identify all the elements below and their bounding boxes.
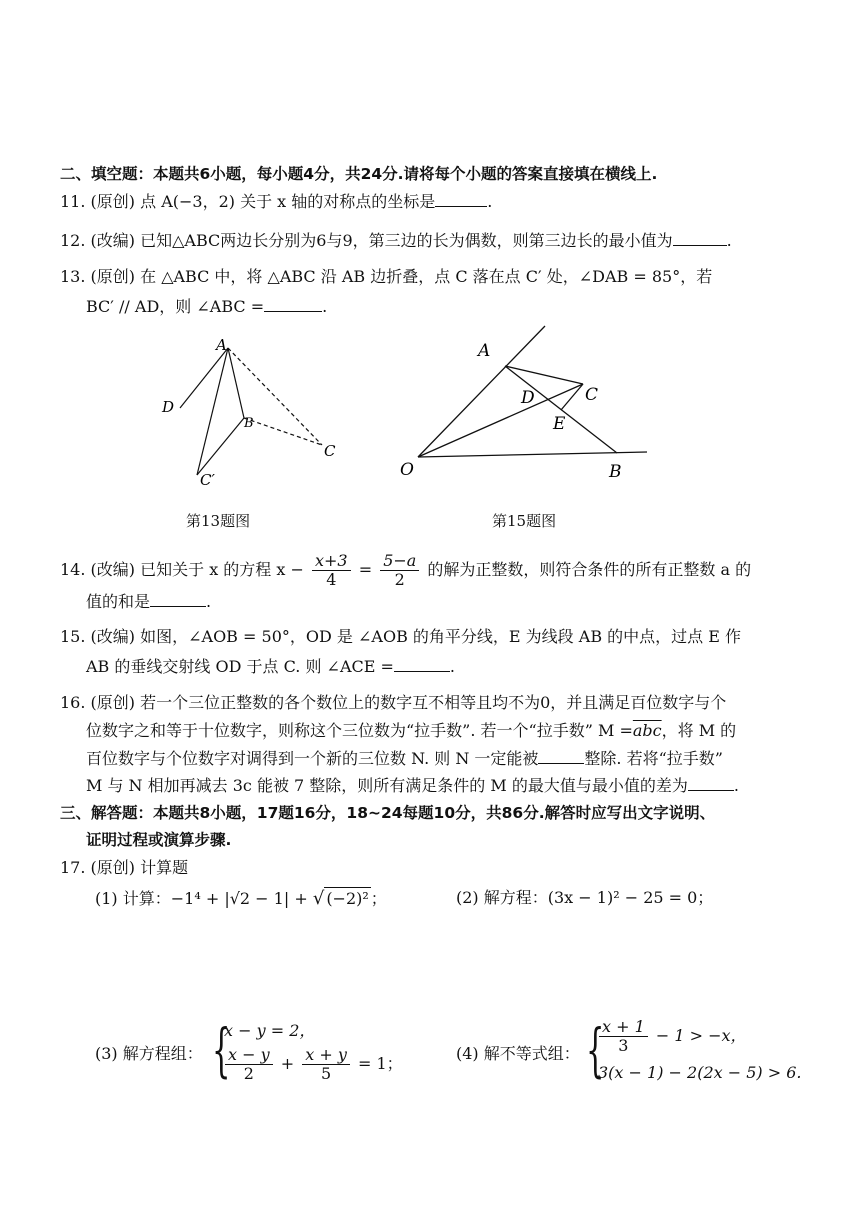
q14-frac2-num: 5−a (380, 552, 419, 571)
q17-p3-brace: { (212, 1016, 231, 1084)
q14-frac1-num: x+3 (312, 552, 351, 571)
q14-post: 的解为正整数，则符合条件的所有正整数 a 的 (427, 560, 752, 579)
q17-p3-frac1 (225, 1046, 273, 1083)
fig15-label-O: O (400, 460, 414, 480)
fig13-label-D: D (162, 398, 175, 416)
q17-p3-frac2 (302, 1046, 350, 1083)
fig15-segment-CE (561, 384, 583, 410)
question-15-line1: 15. (改编) 如图，∠AOB = 50°，OD 是 ∠AOB 的角平分线，E 为线段 AB 的中点，过点 E 作 (60, 627, 742, 646)
fig13-label-Cp: C′ (200, 471, 215, 489)
q17-p4-brace: { (586, 1016, 605, 1084)
q14-line2-text: 值的和是 (86, 592, 151, 611)
question-14-line1 (60, 550, 751, 590)
fig13-label-A: A (216, 336, 227, 354)
q17-p3-plus: + (280, 1054, 295, 1073)
q17-p3-f2-den: 5 (320, 1064, 332, 1083)
question-14-line2 (86, 591, 211, 613)
question-16-line3 (86, 748, 723, 770)
q16-line4-text: M 与 N 相加再减去 3c 能被 7 整除，则所有满足条件的 M 的最大值与最小值的差为 (86, 776, 688, 795)
fig13-dashed-BC (244, 418, 322, 445)
fig15-label-E: E (553, 414, 566, 434)
q12-end: . (726, 231, 732, 250)
q17-p3-f1-num: x − y (225, 1046, 273, 1065)
q16-overline-abc: $\overline{abc}$ (632, 721, 662, 740)
q17-p1-radicand: (−2)² (326, 889, 369, 908)
q13-text: BC′ // AD，则 ∠ABC = (86, 297, 265, 316)
question-12 (60, 230, 732, 252)
q14-fraction-2 (380, 552, 419, 589)
fig13-line-AB (228, 348, 244, 418)
question-15-line2 (86, 656, 455, 678)
sqrt-icon: √ (312, 888, 325, 909)
q17-p4-eq1-end: − 1 > −x， (655, 1026, 747, 1045)
figure-13 (150, 330, 360, 495)
question-17-title: 17. (原创) 计算题 (60, 858, 189, 877)
q17-p4-eq1 (596, 1016, 747, 1056)
q17-p3-f2-num: x + y (302, 1046, 350, 1065)
q17-p4-frac (599, 1018, 648, 1055)
q16-answer-blank-1[interactable] (538, 749, 584, 764)
q16-answer-blank-2[interactable] (688, 776, 734, 791)
section3-heading-line2: 证明过程或演算步骤. (86, 831, 232, 849)
q17-p3-f1-den: 2 (243, 1064, 254, 1083)
fig13-label-C: C (324, 442, 336, 460)
fig15-label-D: D (521, 388, 535, 408)
question-16-line4 (86, 775, 739, 797)
question-16-line2 (86, 720, 736, 742)
q14-answer-blank[interactable] (150, 592, 206, 607)
q17-p4-f-num: x + 1 (599, 1018, 648, 1037)
fig13-dashed-AC (228, 348, 322, 445)
q15-answer-blank[interactable] (394, 657, 450, 672)
question-16-line1: 16. (原创) 若一个三位正整数的各个数位上的数字互不相等且均不为0，并且满足百位数字与个 (60, 693, 727, 712)
q17-p3-eq2 (222, 1044, 403, 1084)
q15-line2-text: AB 的垂线交射线 OD 于点 C. 则 ∠ACE = (86, 657, 394, 676)
q16-line3-post: 整除. 若将“拉手数” (584, 749, 723, 768)
q14-fraction-1 (312, 552, 351, 589)
q17-part2: (2) 解方程：(3x − 1)² − 25 = 0； (456, 888, 714, 907)
q14-frac2-den: 2 (394, 570, 405, 589)
fig15-ray-OB (418, 452, 647, 457)
q14-end: . (206, 592, 212, 611)
section2-heading: 二、填空题：本题共6小题，每小题4分，共24分.请将每个小题的答案直接填在横线上. (60, 165, 658, 183)
q17-part1 (95, 887, 387, 910)
q16-line2-pre: 位数字之和等于十位数字，则称这个三位数为“拉手数”. 若一个“拉手数” M = (86, 721, 633, 740)
fig13-caption: 第13题图 (186, 512, 251, 530)
fig15-label-B: B (609, 462, 622, 482)
fig13-label-B: B (244, 416, 254, 431)
q14-frac1-den: 4 (326, 570, 337, 589)
q11-end: . (487, 192, 493, 211)
question-13-line1: 13. (原创) 在 △ABC 中，将 △ABC 沿 AB 边折叠，点 C 落在点 C′ 处，∠DAB = 85°，若 (60, 267, 713, 286)
q14-pre: 14. (改编) 已知关于 x 的方程 x − (60, 560, 304, 579)
fig15-label-A: A (478, 341, 491, 361)
figure-15 (390, 322, 660, 487)
q11-answer-blank[interactable] (435, 192, 487, 207)
q17-p3-eq1: x − y = 2， (224, 1021, 316, 1040)
q17-p4-label: (4) 解不等式组： (456, 1044, 580, 1063)
q17-p1-end: ； (370, 889, 387, 908)
q14-equals: = (358, 560, 373, 579)
q17-p4-f-den: 3 (618, 1036, 629, 1055)
q15-end: . (449, 657, 456, 676)
q16-end: . (733, 776, 739, 795)
q17-p3-label: (3) 解方程组： (95, 1044, 203, 1063)
q13-end: . (322, 297, 328, 316)
q17-p3-eq2-end: = 1； (357, 1054, 403, 1073)
q12-answer-blank[interactable] (673, 231, 727, 246)
section3-heading-line1: 三、解答题：本题共8小题，17题16分，18~24每题10分，共86分.解答时应写出文字说明、 (60, 804, 716, 822)
q16-line3-pre: 百位数字与个位数字对调得到一个新的三位数 N. 则 N 一定能被 (86, 749, 539, 768)
q16-line2-post: ，将 M 的 (661, 721, 737, 740)
q11-text: 11. (原创) 点 A(−3，2) 关于 x 轴的对称点的坐标是 (60, 192, 436, 211)
fig15-caption: 第15题图 (492, 512, 557, 530)
question-13-line2 (86, 296, 327, 318)
q13-answer-blank[interactable] (264, 297, 322, 312)
q17-p1-pre: (1) 计算：−1⁴ + |√2 − 1| + (95, 889, 313, 908)
question-11 (60, 191, 492, 213)
q17-p4-eq2: 3(x − 1) − 2(2x − 5) > 6. (598, 1063, 802, 1082)
fig15-label-C: C (585, 385, 599, 405)
q12-text: 12. (改编) 已知△ABC两边长分别为6与9，第三边的长为偶数，则第三边长的最小值为 (60, 231, 673, 250)
